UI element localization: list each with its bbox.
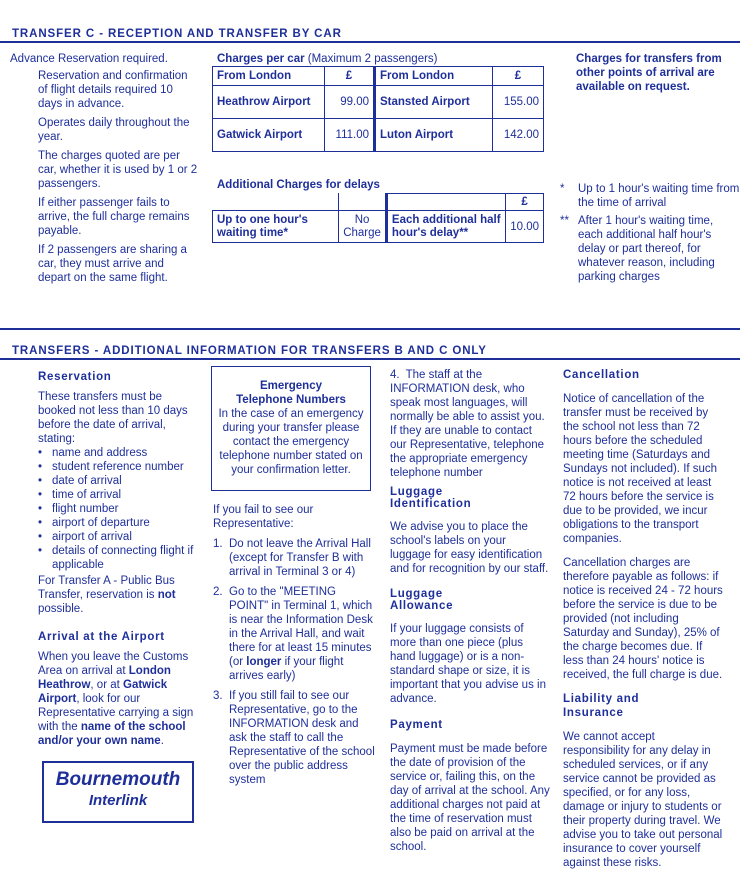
additional-charges-title: Additional Charges for delays [217, 179, 380, 191]
list-item: • date of arrival [38, 474, 200, 488]
luggage-identification-text: We advise you to place the school's labels on your luggage for easy identification and for recognition by our staff. [390, 521, 549, 575]
reservation-text: These transfers must be booked not less than 10 days before the date of arrival, stating: [38, 391, 188, 445]
info-title: TRANSFERS - ADDITIONAL INFORMATION FOR TRANSFERS B AND C ONLY [12, 345, 487, 357]
price-cell: 99.00 [325, 86, 375, 119]
airport-name-cell: Stansted Airport [375, 86, 493, 119]
charges-per-car-table [212, 66, 544, 152]
table-header-cell: From London [375, 67, 493, 86]
list-item: • student reference number [38, 460, 200, 474]
empty-cell [386, 194, 505, 211]
list-item: 1. Do not leave the Arrival Hall (except for Transfer B with arrival in Terminal 3 or 4) [213, 538, 371, 578]
table-header-cell: £ [325, 67, 375, 86]
table-header-cell: From London [213, 67, 325, 86]
logo-line-1: Bournemouth [55, 769, 181, 790]
logo-line-2: Interlink [88, 792, 148, 809]
payment-text: Payment must be made before the date of provision of the service or, failing this, on the day of arrival at the school. Any additional charges not paid at the time of reservation must also be paid on arrival at the school. [390, 743, 550, 853]
list-item: • airport of arrival [38, 530, 200, 544]
cancellation-charges-text: Cancellation charges are therefore payable as follows: if notice is received 24 - 72 hours before the service is due to be provided (not including Saturday and Sunday), 25% of the charge becomes due. If less than 24 hours' notice is received, the full charge is due. [563, 557, 723, 681]
other-points-text: Charges for transfers from other points of arrival are available on request. [576, 53, 722, 93]
luggage-column [390, 368, 550, 859]
condition-paragraph: If either passenger fails to arrive, the full charge remains payable. [38, 197, 190, 237]
list-item: 3. If you still fail to see our Representative, go to the INFORMATION desk and ask the staff to call the Representative of the school over the public address system [213, 690, 375, 786]
price-cell: 111.00 [325, 119, 375, 152]
bournemouth-interlink-logo [42, 761, 194, 823]
condition-paragraph: Operates daily throughout the year. [38, 117, 190, 143]
list-item: 2. Go to the "MEETING POINT" in Terminal 1, which is near the Information Desk in the Arrival Hall, and wait there for at least 15 minutes (or longer if your flight arrives early) [213, 586, 373, 682]
condition-paragraph: If 2 passengers are sharing a car, they must arrive and depart on the same flight. [38, 244, 187, 284]
condition-paragraph: Reservation and confirmation of flight details required 10 days in advance. [38, 70, 188, 110]
reservation-column [38, 370, 200, 753]
table-row [213, 119, 544, 152]
steps-list [213, 537, 375, 787]
luggage-identification-heading: Luggage Identification [390, 486, 472, 510]
luggage-allowance-heading: Luggage Allowance [390, 588, 454, 612]
fail-intro-text: If you fail to see our Representative: [213, 504, 314, 530]
condition-paragraph: The charges quoted are per car, whether it is used by 1 or 2 passengers. [38, 150, 198, 190]
delay-charges-table [212, 193, 544, 243]
info-header-bar [0, 342, 740, 360]
list-item: • flight number [38, 502, 200, 516]
arrival-heading: Arrival at the Airport [38, 631, 165, 643]
list-item: • time of arrival [38, 488, 200, 502]
airport-name-cell: Gatwick Airport [213, 119, 325, 152]
transfer-c-conditions [10, 52, 198, 290]
transfer-c-title: TRANSFER C - RECEPTION AND TRANSFER BY CAR [12, 28, 342, 40]
emergency-title: Telephone Numbers [236, 394, 346, 406]
list-item: 4. The staff at the INFORMATION desk, who speak most languages, will normally be able to assist you. If they are unable to contact our Representative, telephone the appropriate emergency telephone number [390, 369, 545, 479]
footnote: * Up to 1 hour's waiting time from the time of arrival [560, 183, 740, 209]
liability-heading: Liability and Insurance [563, 693, 640, 719]
cancellation-text: Notice of cancellation of the transfer must be received by the school not less than 72 hours before the scheduled meeting time (Saturdays and Sundays not included). If such notice is not received at least 72 hours before the service is due to be provided, we incur obligations to the transport companies. [563, 393, 718, 545]
reservation-heading: Reservation [38, 371, 112, 383]
cancellation-column [563, 368, 723, 875]
bus-transfer-note: For Transfer A - Public Bus Transfer, reservation is not possible. [38, 575, 176, 615]
emergency-text: In the case of an emergency during your transfer please contact the emergency telephone number stated on your confirmation letter. [218, 408, 364, 476]
price-cell: 142.00 [493, 119, 544, 152]
delay-label-cell: Each additional half hour's delay** [386, 211, 505, 243]
fail-to-see-column [213, 503, 375, 793]
airport-name-cell: Heathrow Airport [213, 86, 325, 119]
payment-heading: Payment [390, 719, 443, 731]
transfer-c-header-bar [0, 25, 740, 43]
list-item: • airport of departure [38, 516, 200, 530]
no-charge-cell: No Charge [339, 211, 387, 243]
cancellation-heading: Cancellation [563, 369, 640, 381]
list-item: • details of connecting flight if applicable [38, 544, 200, 572]
delay-notes [560, 182, 740, 288]
table-header-cell: £ [493, 67, 544, 86]
liability-text: We cannot accept responsibility for any delay in scheduled services, or if any service cannot be provided as specified, or for any loss, damage or injury to students or their property during travel. We advise you to take out personal insurance to cover yourself against these risks. [563, 731, 723, 869]
empty-cell [339, 194, 387, 211]
advance-reservation-text: Advance Reservation required. [10, 53, 168, 65]
table-header-cell: £ [506, 194, 544, 211]
emergency-title: Emergency [259, 380, 322, 392]
airport-name-cell: Luton Airport [375, 119, 493, 152]
empty-cell [213, 194, 339, 211]
reservation-list [38, 446, 200, 572]
footnote: ** After 1 hour's waiting time, each additional half hour's delay or part thereof, for whatever reason, including parking charges [560, 215, 715, 283]
luggage-allowance-text: If your luggage consists of more than one piece (plus hand luggage) or is a non-standard shape or size, it is important that you advise us in advance. [390, 623, 546, 705]
section-divider [0, 328, 740, 330]
table-row [213, 86, 544, 119]
table-row [213, 211, 544, 243]
delay-label-cell: Up to one hour's waiting time* [213, 211, 339, 243]
list-item: • name and address [38, 446, 200, 460]
price-cell: 155.00 [493, 86, 544, 119]
emergency-box [211, 366, 371, 491]
table-row [213, 194, 544, 211]
arrival-text: When you leave the Customs Area on arrival at London Heathrow, or at Gatwick Airport, look for our Representative carrying a sign with the name of the school and/or your own name. [38, 651, 194, 747]
steps-list-continued [390, 368, 550, 480]
charges-per-car-title: Charges per car (Maximum 2 passengers) [217, 53, 438, 65]
table-row [213, 67, 544, 86]
price-cell: 10.00 [506, 211, 544, 243]
